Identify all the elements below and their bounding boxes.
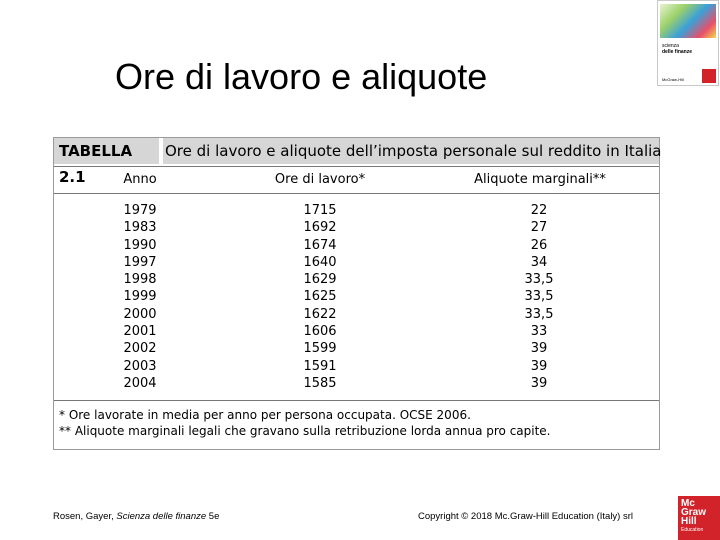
cell-anno: 2001 (123, 324, 157, 340)
table-caption: Ore di lavoro e aliquote dell’imposta personale sul reddito in Italia (165, 142, 662, 160)
table-row (54, 340, 659, 357)
table-note: * Ore lavorate in media per anno per persona occupata. OCSE 2006. (59, 408, 471, 422)
cover-publisher: McGraw-Hill (662, 77, 684, 82)
cell-anno: 1983 (123, 220, 157, 236)
cell-anno: 1990 (123, 237, 157, 253)
cell-anno: 2004 (123, 375, 157, 391)
table-row (54, 237, 659, 254)
cell-ore: 1692 (303, 220, 337, 236)
logo-line: Mc (681, 498, 695, 509)
cell-anno: 2000 (123, 306, 157, 322)
data-table (53, 137, 660, 450)
logo-line: Graw (681, 507, 707, 518)
cover-title-line1: scienza (662, 43, 679, 49)
slide-title: Ore di lavoro e aliquote (115, 56, 488, 97)
logo-line: Hill (681, 516, 697, 527)
cell-ore: 1625 (303, 289, 337, 305)
cell-aliquota: 39 (530, 358, 548, 374)
footer-citation (53, 511, 219, 522)
cell-anno: 1979 (123, 203, 157, 218)
cell-ore: 1629 (303, 272, 337, 288)
cell-ore: 1674 (303, 237, 337, 253)
footer-authors: Rosen, Gayer, (53, 511, 117, 522)
cell-ore: 1640 (303, 254, 337, 270)
book-cover-image (657, 0, 719, 86)
cell-anno: 2003 (123, 358, 157, 374)
cell-ore: 1585 (303, 375, 337, 391)
table-row (54, 288, 659, 305)
cell-aliquota: 33,5 (524, 289, 554, 305)
cover-title (662, 43, 716, 55)
column-header-anno: Anno (123, 172, 157, 187)
cell-anno: 1998 (123, 272, 157, 288)
cell-ore: 1715 (303, 203, 337, 218)
mcgraw-hill-logo-icon (678, 496, 720, 540)
table-row (54, 219, 659, 236)
column-header-aliquote: Aliquote marginali** (474, 172, 606, 187)
column-header-row (54, 166, 659, 194)
cell-anno: 1997 (123, 254, 157, 270)
footer-book-title: Scienza delle finanze (116, 511, 207, 522)
cover-logo-icon (702, 69, 716, 83)
table-row (54, 358, 659, 375)
table-row (54, 323, 659, 340)
cell-ore: 1622 (303, 306, 337, 322)
table-notes (54, 400, 659, 439)
column-header-ore: Ore di lavoro* (274, 172, 366, 187)
cover-title-line2: delle finanze (662, 49, 693, 55)
cover-art (660, 4, 716, 38)
cell-aliquota: 33,5 (524, 272, 554, 288)
footer-copyright: Copyright © 2018 Mc.Graw-Hill Education (Italy) srl (418, 511, 634, 522)
cell-anno: 2002 (123, 341, 157, 357)
table-row (54, 375, 659, 392)
cell-aliquota: 39 (530, 375, 548, 391)
cell-ore: 1591 (303, 358, 337, 374)
table-row (54, 202, 659, 219)
table-row (54, 271, 659, 288)
cell-aliquota: 34 (530, 254, 548, 270)
cell-ore: 1606 (303, 324, 337, 340)
cell-aliquota: 22 (530, 203, 548, 218)
cell-aliquota: 26 (530, 237, 548, 253)
table-label-separator (159, 138, 163, 164)
logo-line: Education (681, 527, 704, 533)
cell-aliquota: 33,5 (524, 306, 554, 322)
footer-edition: 5e (206, 511, 220, 522)
cell-aliquota: 27 (530, 220, 548, 236)
table-note: ** Aliquote marginali legali che gravano sulla retribuzione lorda annua pro capite. (59, 424, 551, 438)
table-row (54, 306, 659, 323)
cell-ore: 1599 (303, 341, 337, 357)
table-body (54, 202, 659, 392)
cell-aliquota: 33 (530, 324, 548, 340)
cell-anno: 1999 (123, 289, 157, 305)
table-label: TABELLA 2.1 (54, 138, 159, 164)
cell-aliquota: 39 (530, 341, 548, 357)
table-row (54, 254, 659, 271)
